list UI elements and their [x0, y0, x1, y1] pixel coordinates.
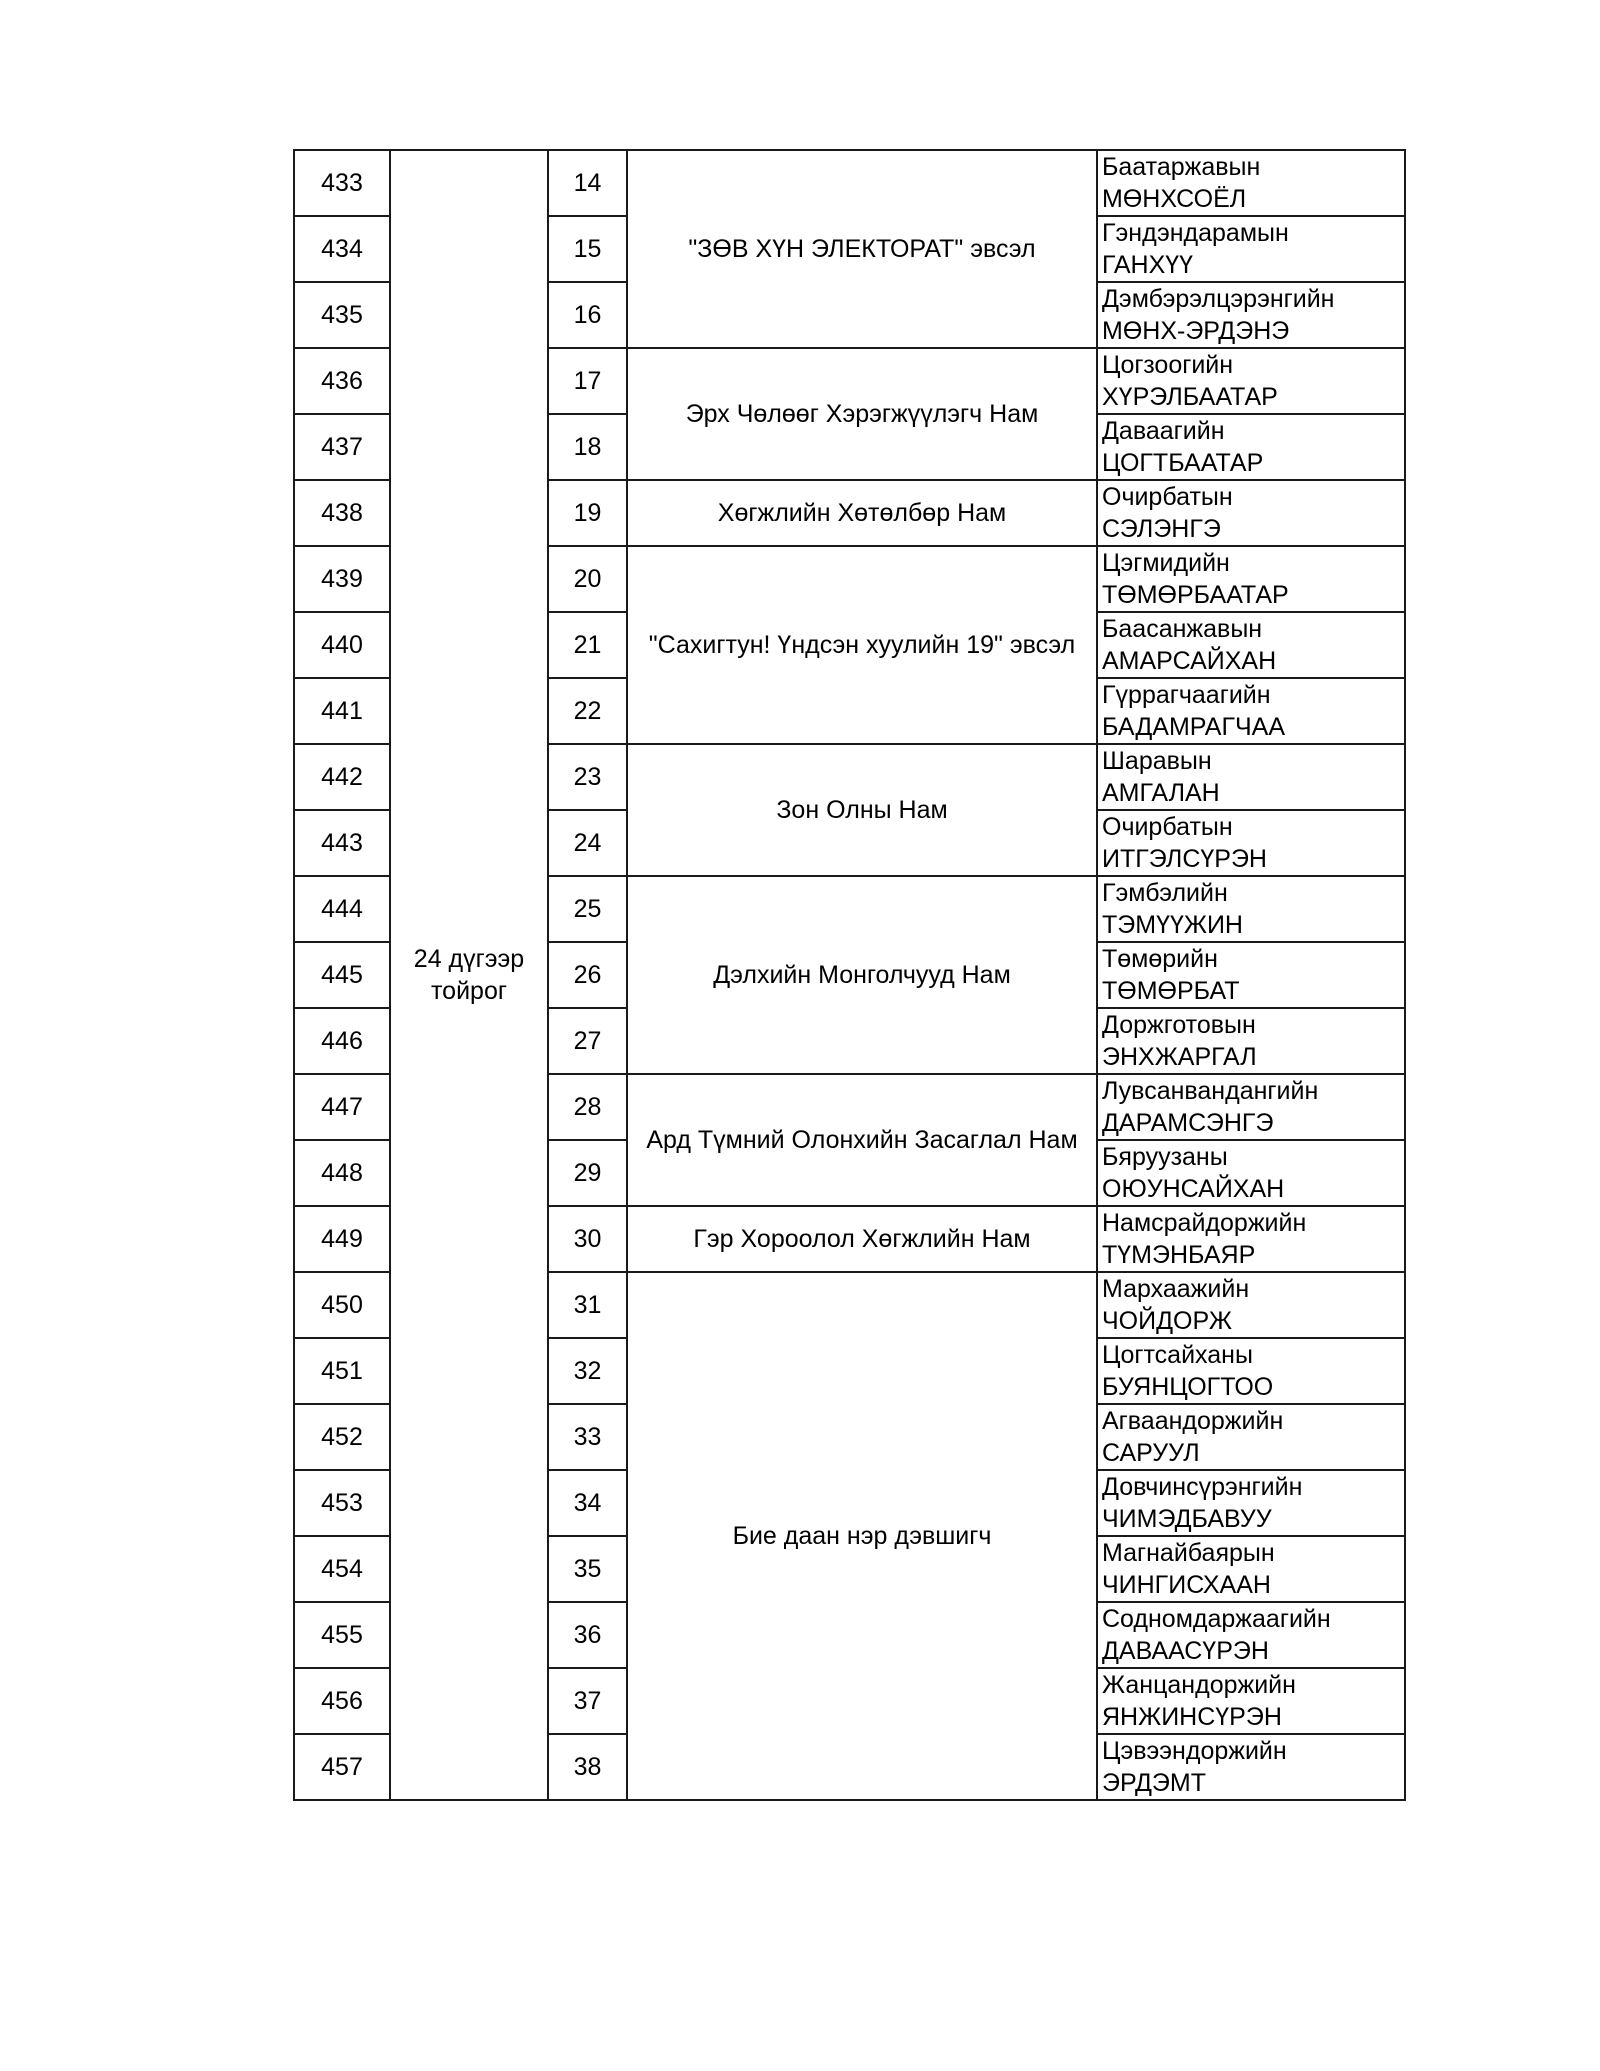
candidate-number-cell: 28: [548, 1074, 627, 1140]
row-number-cell: 447: [294, 1074, 390, 1140]
row-number-cell: 443: [294, 810, 390, 876]
candidate-number-cell: 25: [548, 876, 627, 942]
party-cell: Ард Түмний Олонхийн Засаглал Нам: [627, 1074, 1097, 1206]
party-cell: "Сахигтун! Үндсэн хуулийн 19" эвсэл: [627, 546, 1097, 744]
row-number-cell: 451: [294, 1338, 390, 1404]
candidate-patronymic: Цогзоогийн: [1102, 351, 1234, 379]
row-number-cell: 436: [294, 348, 390, 414]
candidate-patronymic: Цэгмидийн: [1102, 549, 1230, 577]
candidate-patronymic: Цогтсайханы: [1102, 1341, 1253, 1369]
candidate-name-cell: [1097, 1536, 1405, 1602]
candidate-patronymic: Гүррагчаагийн: [1102, 681, 1271, 709]
candidate-number-cell: 20: [548, 546, 627, 612]
row-number-cell: 435: [294, 282, 390, 348]
candidate-name-cell: [1097, 744, 1405, 810]
candidate-number-cell: 15: [548, 216, 627, 282]
party-cell: Гэр Хороолол Хөгжлийн Нам: [627, 1206, 1097, 1272]
row-number-cell: 453: [294, 1470, 390, 1536]
candidate-number-cell: 27: [548, 1008, 627, 1074]
candidate-name-cell: [1097, 1602, 1405, 1668]
candidate-given-name: БУЯНЦОГТОО: [1102, 1373, 1274, 1401]
candidate-name-cell: [1097, 1206, 1405, 1272]
candidate-name-cell: [1097, 1338, 1405, 1404]
party-cell: Эрх Чөлөөг Хэрэгжүүлэгч Нам: [627, 348, 1097, 480]
candidate-patronymic: Шаравын: [1102, 747, 1212, 775]
candidate-patronymic: Гэмбэлийн: [1102, 879, 1228, 907]
candidate-patronymic: Магнайбаярын: [1102, 1539, 1275, 1567]
row-number-cell: 457: [294, 1734, 390, 1800]
candidate-name-cell: [1097, 1074, 1405, 1140]
candidate-name-cell: [1097, 942, 1405, 1008]
candidate-name-cell: [1097, 348, 1405, 414]
candidate-name-cell: [1097, 876, 1405, 942]
candidate-number-cell: 29: [548, 1140, 627, 1206]
candidate-patronymic: Содномдаржаагийн: [1102, 1605, 1331, 1633]
candidate-given-name: АМГАЛАН: [1102, 779, 1220, 807]
candidate-number-cell: 31: [548, 1272, 627, 1338]
table-row: [294, 150, 1405, 216]
candidate-patronymic: Очирбатын: [1102, 813, 1233, 841]
candidate-number-cell: 33: [548, 1404, 627, 1470]
candidate-name-cell: [1097, 282, 1405, 348]
candidate-name-cell: [1097, 612, 1405, 678]
candidate-given-name: ТӨМӨРБАТ: [1102, 977, 1240, 1005]
candidate-number-cell: 38: [548, 1734, 627, 1800]
candidate-patronymic: Бяруузаны: [1102, 1143, 1228, 1171]
row-number-cell: 450: [294, 1272, 390, 1338]
candidate-name-cell: [1097, 1404, 1405, 1470]
row-number-cell: 440: [294, 612, 390, 678]
candidate-patronymic: Баасанжавын: [1102, 615, 1263, 643]
candidate-given-name: ЯНЖИНСҮРЭН: [1102, 1703, 1282, 1731]
candidate-given-name: ЧИМЭДБАВУУ: [1102, 1505, 1272, 1533]
row-number-cell: 433: [294, 150, 390, 216]
candidate-name-cell: [1097, 810, 1405, 876]
candidate-patronymic: Баатаржавын: [1102, 153, 1261, 181]
candidate-given-name: ОЮУНСАЙХАН: [1102, 1175, 1285, 1203]
candidate-name-cell: [1097, 1008, 1405, 1074]
candidate-number-cell: 14: [548, 150, 627, 216]
candidate-given-name: ЧИНГИСХААН: [1102, 1571, 1271, 1599]
candidate-table-body: [294, 150, 1405, 1800]
row-number-cell: 437: [294, 414, 390, 480]
candidate-patronymic: Цэвээндоржийн: [1102, 1737, 1287, 1765]
candidate-given-name: ЦОГТБААТАР: [1102, 449, 1264, 477]
row-number-cell: 441: [294, 678, 390, 744]
candidate-number-cell: 23: [548, 744, 627, 810]
candidate-number-cell: 17: [548, 348, 627, 414]
candidate-name-cell: [1097, 1668, 1405, 1734]
candidate-number-cell: 19: [548, 480, 627, 546]
candidate-given-name: ХҮРЭЛБААТАР: [1102, 383, 1278, 411]
party-cell: Дэлхийн Монголчууд Нам: [627, 876, 1097, 1074]
row-number-cell: 456: [294, 1668, 390, 1734]
candidate-patronymic: Намсрайдоржийн: [1102, 1209, 1307, 1237]
candidate-given-name: ЭНХЖАРГАЛ: [1102, 1043, 1257, 1071]
candidate-name-cell: [1097, 1140, 1405, 1206]
candidate-given-name: ТӨМӨРБААТАР: [1102, 581, 1289, 609]
candidate-patronymic: Доржготовын: [1102, 1011, 1256, 1039]
row-number-cell: 454: [294, 1536, 390, 1602]
candidate-number-cell: 30: [548, 1206, 627, 1272]
candidate-name-cell: [1097, 1470, 1405, 1536]
candidate-patronymic: Агваандоржийн: [1102, 1407, 1284, 1435]
candidate-name-cell: [1097, 414, 1405, 480]
candidate-number-cell: 32: [548, 1338, 627, 1404]
candidate-name-cell: [1097, 1272, 1405, 1338]
candidate-patronymic: Очирбатын: [1102, 483, 1233, 511]
row-number-cell: 446: [294, 1008, 390, 1074]
candidate-patronymic: Даваагийн: [1102, 417, 1225, 445]
candidate-patronymic: Дэмбэрэлцэрэнгийн: [1102, 285, 1335, 313]
candidate-name-cell: [1097, 480, 1405, 546]
candidate-patronymic: Жанцандоржийн: [1102, 1671, 1296, 1699]
candidate-number-cell: 21: [548, 612, 627, 678]
candidate-number-cell: 36: [548, 1602, 627, 1668]
candidate-given-name: ТҮМЭНБАЯР: [1102, 1241, 1256, 1269]
district-label-line2: тойрог: [431, 977, 507, 1005]
party-cell: "ЗӨВ ХҮН ЭЛЕКТОРАТ" эвсэл: [627, 150, 1097, 348]
row-number-cell: 448: [294, 1140, 390, 1206]
candidate-given-name: ЧОЙДОРЖ: [1102, 1307, 1232, 1335]
candidate-number-cell: 24: [548, 810, 627, 876]
row-number-cell: 444: [294, 876, 390, 942]
row-number-cell: 442: [294, 744, 390, 810]
candidate-given-name: САРУУЛ: [1102, 1439, 1200, 1467]
candidate-name-cell: [1097, 678, 1405, 744]
candidate-number-cell: 26: [548, 942, 627, 1008]
candidate-given-name: ТЭМҮҮЖИН: [1102, 911, 1243, 939]
candidate-name-cell: [1097, 150, 1405, 216]
candidate-given-name: ИТГЭЛСҮРЭН: [1102, 845, 1267, 873]
party-cell: Бие даан нэр дэвшигч: [627, 1272, 1097, 1800]
candidate-given-name: БАДАМРАГЧАА: [1102, 713, 1286, 741]
candidate-given-name: МӨНХСОЁЛ: [1102, 185, 1247, 213]
candidate-patronymic: Мархаажийн: [1102, 1275, 1250, 1303]
district-label-line1: 24 дүгээр: [413, 945, 525, 973]
row-number-cell: 438: [294, 480, 390, 546]
candidate-given-name: СЭЛЭНГЭ: [1102, 515, 1221, 543]
row-number-cell: 452: [294, 1404, 390, 1470]
candidate-number-cell: 37: [548, 1668, 627, 1734]
candidate-patronymic: Лувсанвандангийн: [1102, 1077, 1319, 1105]
candidate-number-cell: 34: [548, 1470, 627, 1536]
row-number-cell: 439: [294, 546, 390, 612]
candidate-name-cell: [1097, 1734, 1405, 1800]
candidate-patronymic: Төмөрийн: [1102, 945, 1218, 973]
candidate-number-cell: 16: [548, 282, 627, 348]
candidate-given-name: ЭРДЭМТ: [1102, 1769, 1206, 1797]
row-number-cell: 445: [294, 942, 390, 1008]
row-number-cell: 455: [294, 1602, 390, 1668]
candidate-name-cell: [1097, 216, 1405, 282]
candidate-given-name: ДАРАМСЭНГЭ: [1102, 1109, 1274, 1137]
candidate-given-name: ГАНХҮҮ: [1102, 251, 1194, 279]
candidate-given-name: АМАРСАЙХАН: [1102, 647, 1277, 675]
district-cell: [390, 150, 548, 1800]
candidate-number-cell: 22: [548, 678, 627, 744]
row-number-cell: 449: [294, 1206, 390, 1272]
candidate-name-cell: [1097, 546, 1405, 612]
party-cell: Хөгжлийн Хөтөлбөр Нам: [627, 480, 1097, 546]
row-number-cell: 434: [294, 216, 390, 282]
candidate-patronymic: Гэндэндарамын: [1102, 219, 1289, 247]
candidate-table: [293, 149, 1406, 1801]
candidate-given-name: МӨНХ-ЭРДЭНЭ: [1102, 317, 1290, 345]
candidate-given-name: ДАВААСҮРЭН: [1102, 1637, 1269, 1665]
candidate-patronymic: Довчинсүрэнгийн: [1102, 1473, 1303, 1501]
candidate-number-cell: 35: [548, 1536, 627, 1602]
party-cell: Зон Олны Нам: [627, 744, 1097, 876]
candidate-number-cell: 18: [548, 414, 627, 480]
